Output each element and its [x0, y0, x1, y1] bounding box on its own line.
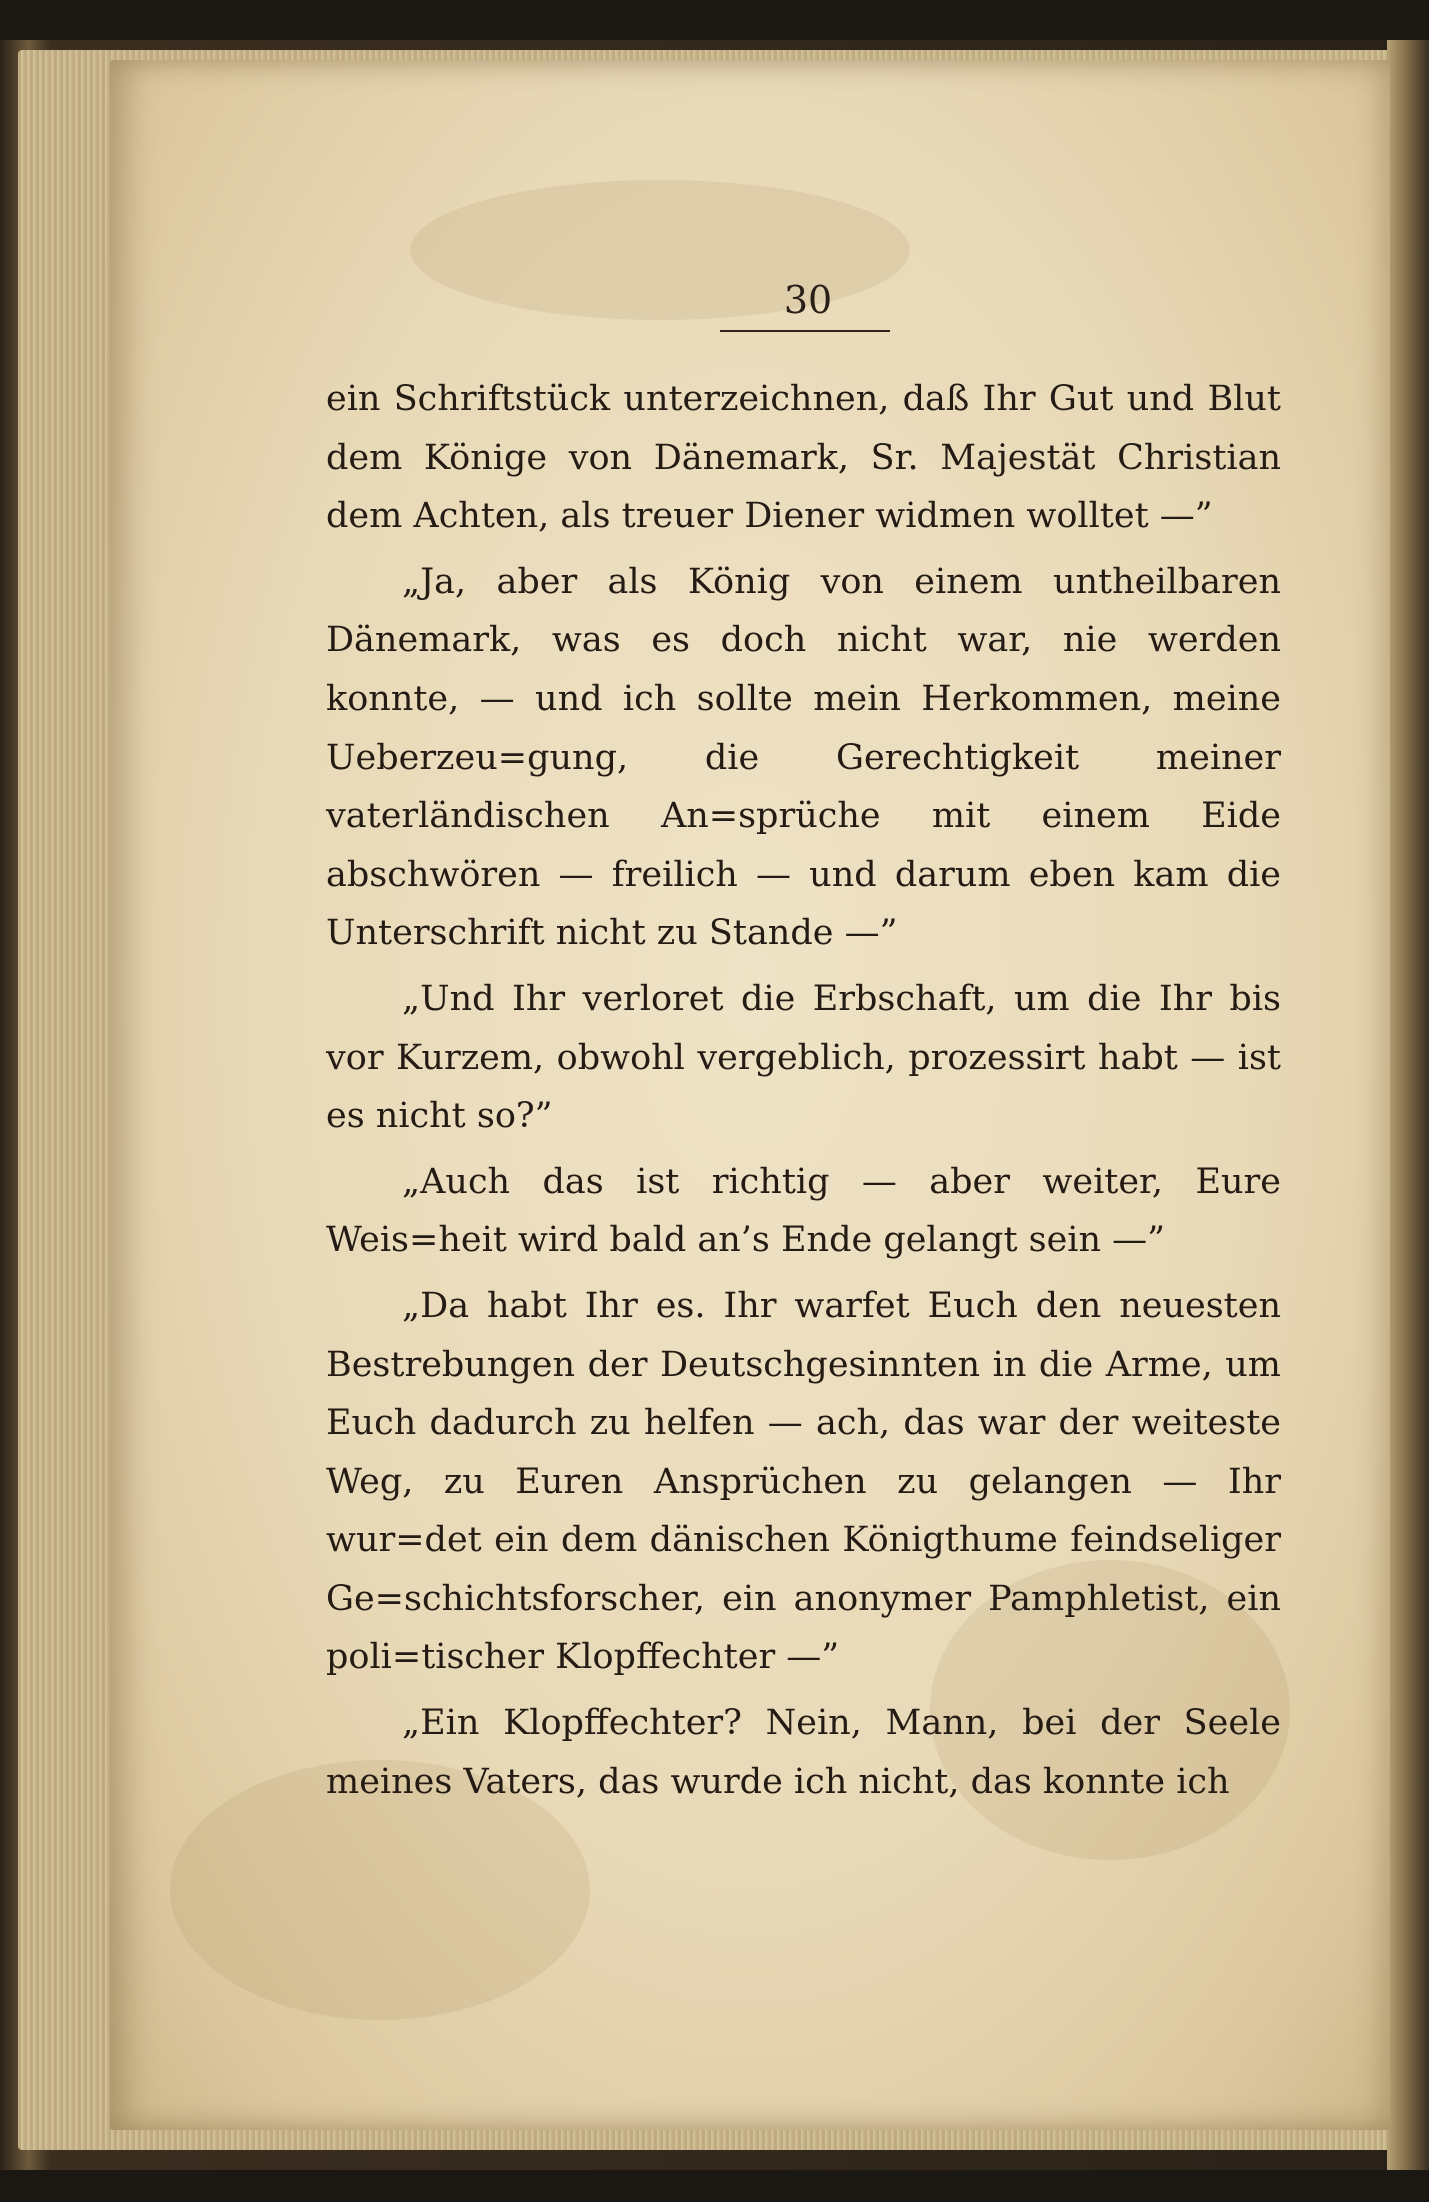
- paragraph: „Da habt Ihr es. Ihr warfet Euch den neuesten Bestrebungen der Deutschgesinnten in die Arme, um Euch dadurch zu helfen — ach, das war der weiteste Weg, zu Euren Ansprüchen zu gelangen — Ihr wur=det ein dem dänischen Königthume feindseliger Ge=schichtsforscher, ein anonymer Pamphletist, ein poli=tischer Klopffechter —”: [326, 1285, 1281, 1678]
- right-page-edge: [1387, 40, 1429, 2170]
- page-number: 30: [783, 278, 833, 322]
- paragraph: „Ja, aber als König von einem untheilbaren Dänemark, was es doch nicht war, nie werden konnte, — und ich sollte mein Herkommen, meine Ueberzeu=gung, die Gerechtigkeit meiner vaterländischen An=sprüche mit einem Eide abschwören — freilich — und darum eben kam die Unterschrift nicht zu Stande —”: [326, 561, 1281, 954]
- paragraph: „Und Ihr verloret die Erbschaft, um die Ihr bis vor Kurzem, obwohl vergeblich, prozessirt habt — ist es nicht so?”: [326, 978, 1281, 1137]
- paragraph: ein Schriftstück unterzeichnen, daß Ihr Gut und Blut dem Könige von Dänemark, Sr. Majestät Christian dem Achten, als treuer Diener widmen wolltet —”: [326, 379, 1281, 537]
- paragraph: „Auch das ist richtig — aber weiter, Eure Weis=heit wird bald an’s Ende gelangt sein —”: [326, 1161, 1281, 1261]
- paragraph: „Ein Klopffechter? Nein, Mann, bei der Seele meines Vaters, das wurde ich nicht, das konnte ich: [326, 1703, 1281, 1802]
- body-text: [326, 370, 1281, 1811]
- header-rule: [720, 330, 890, 332]
